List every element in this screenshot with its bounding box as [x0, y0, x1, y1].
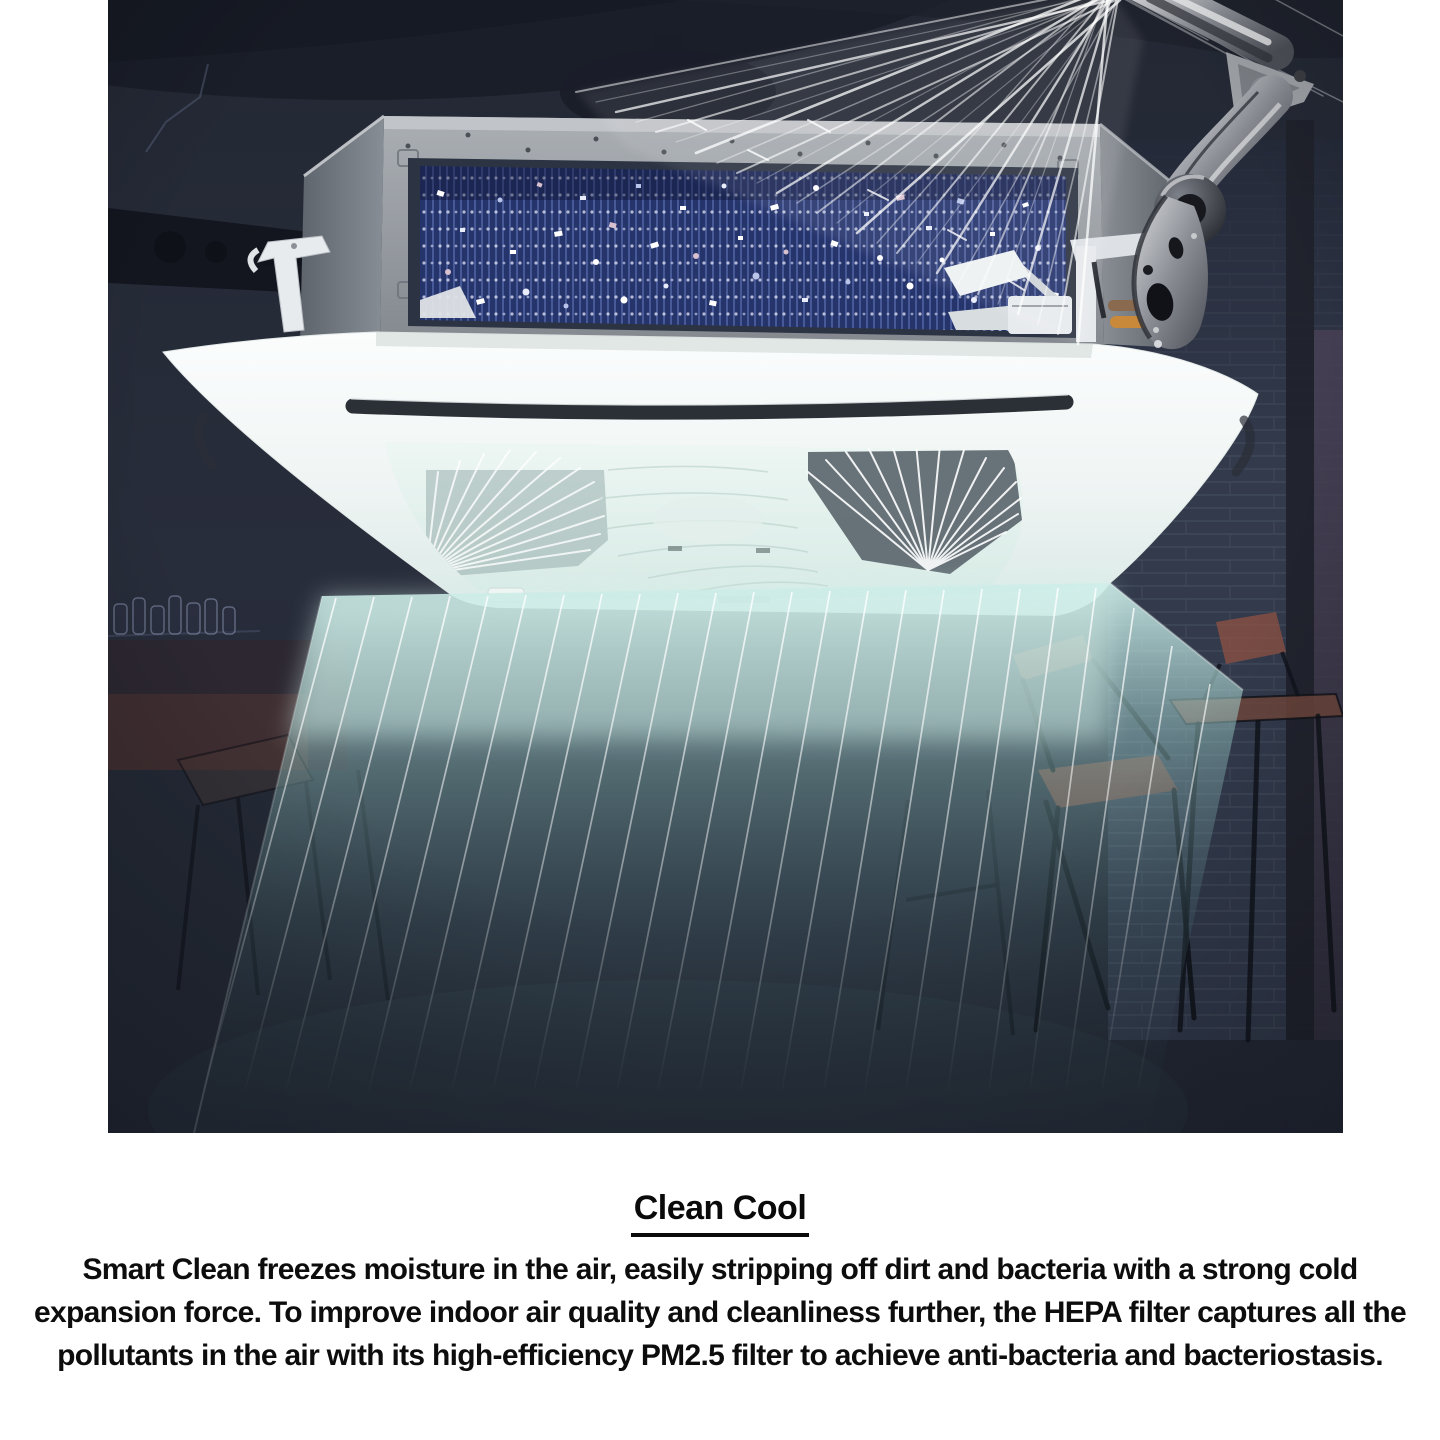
caption-heading [0, 1189, 1440, 1237]
hero-image [108, 0, 1343, 1133]
caption-line: expansion force. To improve indoor air quality and cleanliness further, the HEPA filter captures all the [34, 1296, 1406, 1329]
vignette [108, 0, 1343, 1133]
caption-line: Smart Clean freezes moisture in the air, easily stripping off dirt and bacteria with a strong cold [82, 1253, 1358, 1286]
caption-paragraph [0, 1248, 1440, 1377]
caption-title: Clean Cool [631, 1189, 810, 1237]
caption [0, 1133, 1440, 1377]
caption-line: pollutants in the air with its high-efficiency PM2.5 filter to achieve anti-bacteria and bacteriostasis. [57, 1339, 1383, 1372]
